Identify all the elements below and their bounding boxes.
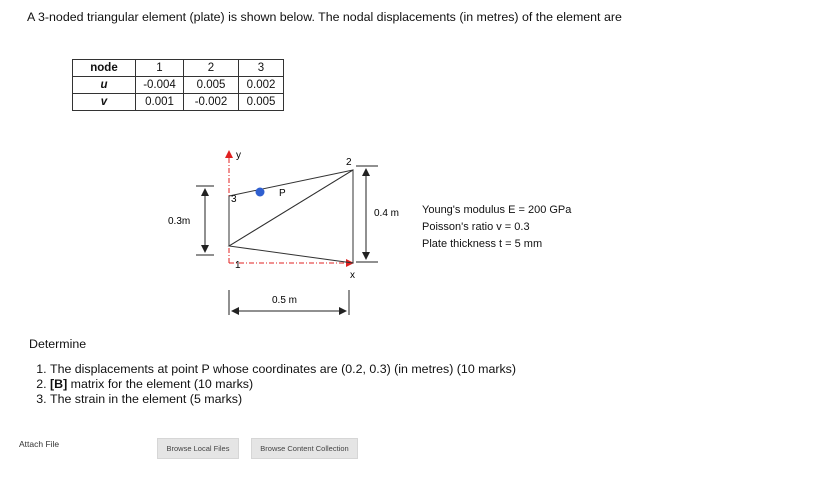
- x-axis-label: x: [350, 270, 355, 281]
- triangle-edge-12: [229, 170, 353, 246]
- task-item: [50, 392, 516, 407]
- table-header-cell: 3: [239, 60, 284, 77]
- youngs-modulus-text: Young's modulus E = 200 GPa: [422, 204, 572, 216]
- triangle-element: [229, 170, 353, 263]
- determine-heading: Determine: [29, 337, 87, 351]
- dim-right-label: 0.4 m: [374, 208, 400, 219]
- dim-bottom-label: 0.5 m: [272, 295, 298, 306]
- poissons-ratio-text: Poisson's ratio v = 0.3: [422, 221, 530, 233]
- table-cell: -0.002: [184, 94, 239, 111]
- node-2-label: 2: [346, 157, 352, 168]
- table-cell: -0.004: [136, 77, 184, 94]
- table-cell: 0.005: [239, 94, 284, 111]
- node-1-label: 1: [235, 260, 241, 271]
- table-header-node: node: [73, 60, 136, 77]
- y-axis-label: y: [236, 150, 241, 161]
- task-bold: [B]: [50, 377, 68, 391]
- table-header-cell: 1: [136, 60, 184, 77]
- material-properties: [422, 202, 571, 253]
- node-3-label: 3: [231, 194, 237, 205]
- row-label-v: v: [73, 94, 136, 111]
- table-cell: 0.002: [239, 77, 284, 94]
- attach-file-label: Attach File: [19, 439, 60, 449]
- question-intro: A 3-noded triangular element (plate) is shown below. The nodal displacements (in metres) of the element are: [27, 10, 622, 24]
- table-header-cell: 2: [184, 60, 239, 77]
- point-p-marker: [256, 188, 265, 197]
- plate-thickness-text: Plate thickness t = 5 mm: [422, 238, 543, 250]
- table-cell: 0.001: [136, 94, 184, 111]
- row-label-u: u: [73, 77, 136, 94]
- task-text: matrix for the element (10 marks): [67, 377, 254, 391]
- browse-local-files-button[interactable]: Browse Local Files: [157, 438, 239, 459]
- task-item: [50, 362, 516, 377]
- task-text: The displacements at point P whose coordinates are (0.2, 0.3) (in metres) (10 marks): [50, 362, 517, 376]
- browse-content-collection-button[interactable]: Browse Content Collection: [251, 438, 358, 459]
- task-text: The strain in the element (5 marks): [50, 392, 243, 406]
- table-cell: 0.005: [184, 77, 239, 94]
- task-list: [28, 362, 516, 407]
- dim-left-label: 0.3m: [168, 216, 191, 227]
- triangle-edge-32: [229, 170, 353, 196]
- task-item: [50, 377, 516, 392]
- point-p-label: P: [279, 188, 286, 199]
